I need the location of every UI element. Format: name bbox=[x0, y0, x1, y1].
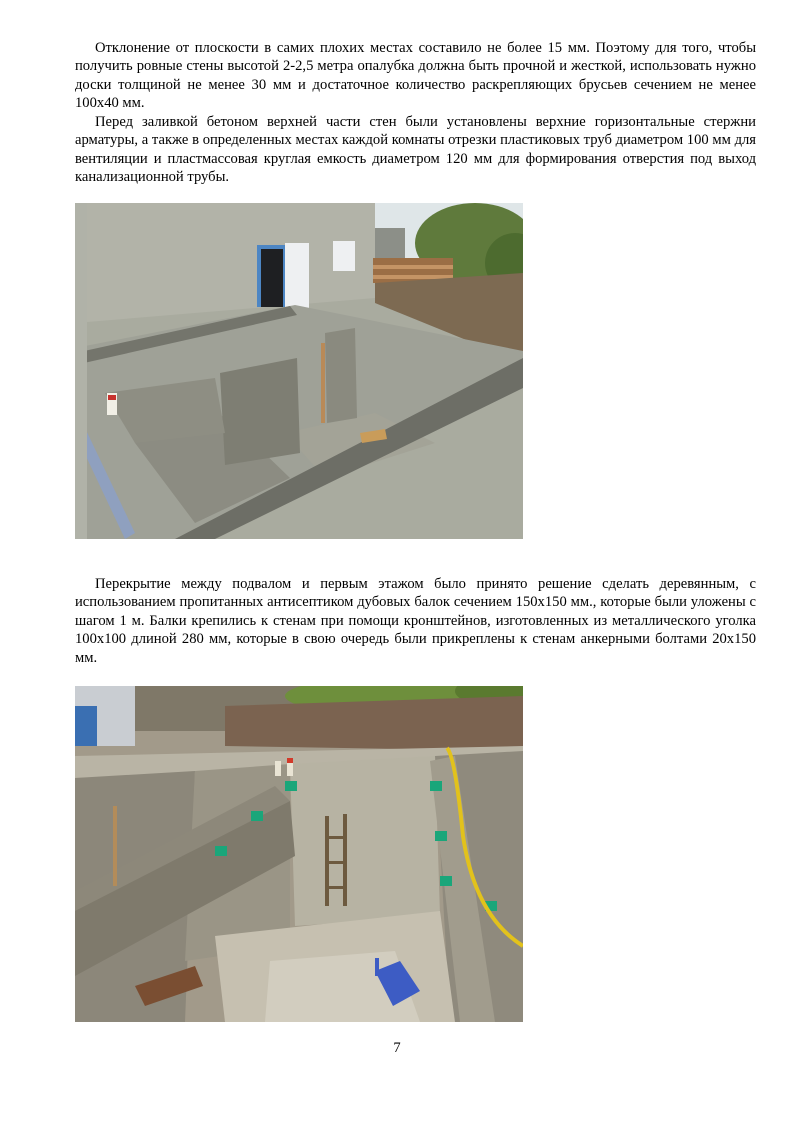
paragraph-ceiling bbox=[75, 575, 756, 667]
photo-ceiling-brackets bbox=[75, 686, 523, 1022]
page-number: 7 bbox=[393, 1040, 401, 1056]
paragraph-pouring-text: Перед заливкой бетоном верхней части стен были установлены верхние горизонтальные стержни арматуры, а также в определенных местах каждой комнаты отрезки пластиковых труб диаметром 100 мм для вентиляции и пластмассовая круглая емкость диаметром 120 мм для формирования отверстия под выход канализационной трубы. bbox=[75, 114, 756, 186]
photo-basement-walls bbox=[75, 203, 523, 539]
paragraph-formwork-text: Отклонение от плоскости в самих плохих местах составило не более 15 мм. Поэтому для того, чтобы получить ровные стены высотой 2-2,5 метра опалубка должна быть прочной и жесткой, использовать нужно доски толщиной не менее 30 мм и достаточное количество раскрепляющих брусьев сечением не менее 100х40 мм. bbox=[75, 40, 756, 112]
paragraph-ceiling-text: Перекрытие между подвалом и первым этажом было принято решение сделать деревянным, с использованием пропитанных антисептиком дубовых балок сечением 150х150 мм., которые были уложены с шагом 1 м. Балки крепились к стенам при помощи кронштейнов, изготовленных из металлического уголка 100х100 длиной 280 мм, которые в свою очередь были прикреплены к стенам анкерными болтами 20х150 мм. bbox=[75, 576, 756, 666]
paragraph-formwork bbox=[75, 39, 756, 113]
paragraph-pouring bbox=[75, 113, 756, 187]
